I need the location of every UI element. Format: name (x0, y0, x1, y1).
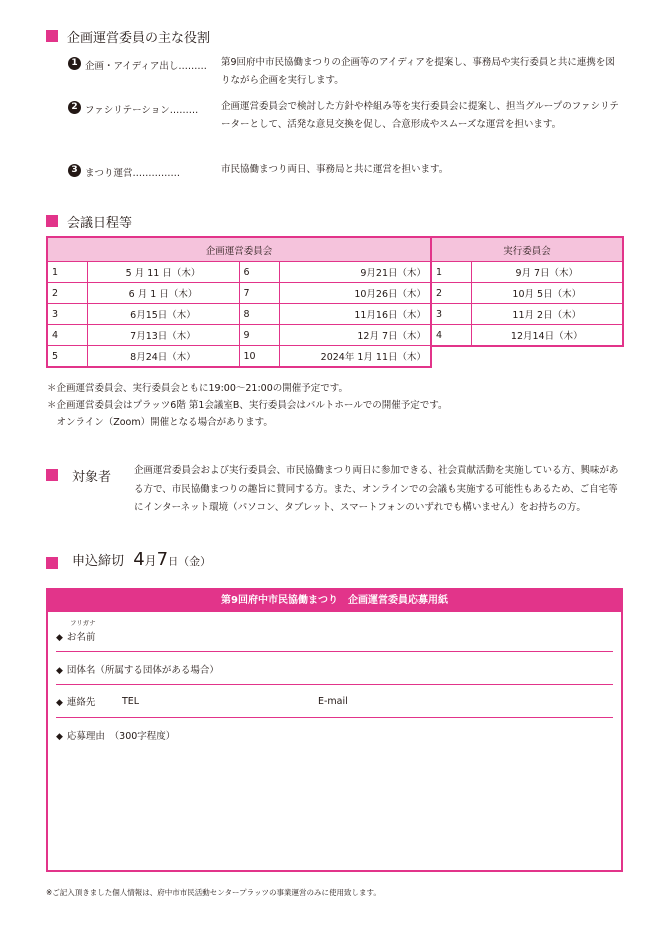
session-number: 7 (239, 283, 279, 304)
section-marker (46, 557, 58, 569)
email-label: E-mail (318, 696, 348, 707)
number-badge-3: 3 (68, 164, 81, 177)
privacy-footer: ※ご記入頂きました個人情報は、府中市市民活動センタープラッツの事業運営のみに使用致します。 (46, 888, 381, 897)
diamond-icon: ◆ (56, 666, 63, 676)
session-number: 4 (431, 325, 471, 347)
session-date: 6 月 1 日（木） (87, 283, 239, 304)
session-number: 5 (47, 346, 87, 368)
section-marker (46, 215, 58, 227)
table-row (431, 325, 623, 347)
reason-field[interactable] (56, 728, 616, 868)
session-date: 11月16日（木） (279, 304, 431, 325)
table-row (431, 262, 623, 283)
table-row (47, 304, 431, 325)
schedule-note: ＊企画運営委員会、実行委員会ともに19:00～21:00の開催予定です。 (47, 383, 348, 394)
role-description: 市民協働まつり両日、事務局と共に運営を担います。 (221, 164, 449, 175)
session-number: 1 (47, 262, 87, 283)
section-marker (46, 469, 58, 481)
session-date: 10月26日（木） (279, 283, 431, 304)
role-description: 企画運営委員会で検討した方針や枠組み等を実行委員会に提案し、担当グループのファシリテーターとして、活発な意見交換を促し、合意形成やスムーズな運営を担います。 (221, 101, 619, 130)
reason-label: ◆ 応募理由 （300字程度） (56, 731, 176, 742)
session-date: 12月14日（木） (471, 325, 623, 347)
session-date: 7月13日（木） (87, 325, 239, 346)
planning-committee-table (46, 236, 432, 368)
schedule-heading: 会議日程等 (67, 216, 133, 231)
session-date: 5 月 11 日（木） (87, 262, 239, 283)
role-label: まつり運営…………… (85, 168, 181, 179)
diamond-icon: ◆ (56, 698, 63, 708)
group-field[interactable] (56, 652, 613, 685)
deadline-heading: 申込締切 (72, 554, 125, 569)
role-label: 企画・アイディア出し……… (85, 61, 207, 72)
session-number: 10 (239, 346, 279, 368)
target-description: 企画運営委員会および実行委員会、市民協働まつり両日に参加できる、社会貢献活動を実施している方、興味がある方で、市民協働まつりの趣旨に賛同する方。また、オンラインでの会議も実施する可能性もあるため、ご自宅等にインターネット環境（パソコン、タブレット、スマートフォンのいずれでも構いません）をお持ちの方。 (134, 465, 619, 513)
deadline (72, 549, 211, 570)
deadline-day: 7 (156, 549, 169, 570)
session-number: 2 (47, 283, 87, 304)
contact-label: ◆ 連絡先 (56, 697, 96, 708)
diamond-icon: ◆ (56, 732, 63, 742)
roles-heading: 企画運営委員の主な役割 (67, 31, 211, 46)
session-number: 2 (431, 283, 471, 304)
table-row (47, 325, 431, 346)
name-field[interactable] (56, 614, 613, 652)
table-row (47, 346, 431, 368)
session-number: 9 (239, 325, 279, 346)
session-number: 8 (239, 304, 279, 325)
session-date: 9月 7日（木） (471, 262, 623, 283)
session-date: 11月 2日（木） (471, 304, 623, 325)
schedule-note: オンライン（Zoom）開催となる場合があります。 (47, 417, 273, 428)
number-badge-1: 1 (68, 57, 81, 70)
tel-label: TEL (122, 696, 140, 707)
table-row (47, 262, 431, 283)
schedule-note: ＊企画運営委員会はプラッツ6階 第1会議室B、実行委員会はバルトホールでの開催予定です。 (47, 400, 448, 411)
table-row (431, 304, 623, 325)
diamond-icon: ◆ (56, 633, 63, 643)
contact-field[interactable] (56, 685, 613, 718)
group-label: ◆ 団体名（所属する団体がある場合） (56, 665, 219, 676)
deadline-month-unit: 月 (144, 554, 157, 568)
name-label: ◆ お名前 (56, 632, 96, 643)
form-title: 第9回府中市民協働まつり 企画運営委員応募用紙 (48, 590, 621, 612)
session-date: 2024年 1月 11日（木） (279, 346, 431, 368)
application-form (46, 588, 623, 872)
section-marker (46, 30, 58, 42)
table-row (47, 283, 431, 304)
number-badge-2: 2 (68, 101, 81, 114)
role-label: ファシリテーション……… (85, 105, 199, 116)
deadline-day-unit: 日 (168, 557, 179, 568)
session-number: 3 (431, 304, 471, 325)
session-number: 4 (47, 325, 87, 346)
session-number: 1 (431, 262, 471, 283)
executive-committee-table (430, 236, 624, 347)
session-date: 12月 7日（木） (279, 325, 431, 346)
session-date: 10月 5日（木） (471, 283, 623, 304)
session-number: 6 (239, 262, 279, 283)
session-number: 3 (47, 304, 87, 325)
furigana-label: フリガナ (70, 619, 96, 627)
planning-committee-header: 企画運営委員会 (47, 237, 431, 262)
target-heading: 対象者 (72, 470, 112, 485)
session-date: 8月24日（木） (87, 346, 239, 368)
session-date: 6月15日（木） (87, 304, 239, 325)
session-date: 9月21日（木） (279, 262, 431, 283)
executive-committee-header: 実行委員会 (431, 237, 623, 262)
deadline-month: 4 (133, 549, 145, 570)
table-row (431, 283, 623, 304)
role-description: 第9回府中市民協働まつりの企画等のアイディアを提案し、事務局や実行委員と共に連携を図りながら企画を実行します。 (221, 57, 615, 86)
deadline-weekday: （金） (178, 555, 212, 568)
